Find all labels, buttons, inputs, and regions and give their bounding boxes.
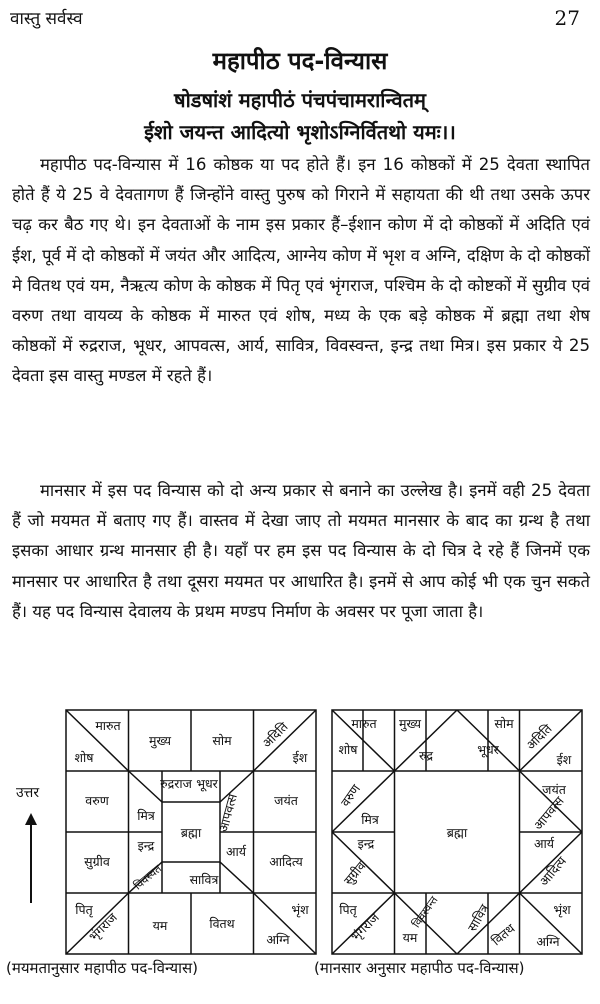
pada-vivasvanta: विवस्वन्त <box>409 893 441 931</box>
mayamata-grid <box>64 708 318 956</box>
pada-agni: अग्नि <box>536 934 560 949</box>
pada-shosha: शोष <box>338 742 358 757</box>
page-header <box>10 6 580 34</box>
pada-agni: अग्नि <box>266 932 290 947</box>
page-number: 27 <box>554 6 580 30</box>
pada-pitru: पितृ <box>339 902 357 917</box>
verse-line-1: षोडषांशं महापीठं पंचपंचामरान्वितम् <box>174 88 426 112</box>
pada-yama: यम <box>152 918 168 933</box>
pada-soma: सोम <box>494 716 514 731</box>
pada-aditi: अदिति <box>258 718 291 751</box>
pada-mitra: मित्र <box>361 812 379 827</box>
north-label: उत्तर <box>16 785 40 801</box>
pada-jayanta: जयंत <box>542 782 566 797</box>
pada-vitatha: वितथ <box>209 916 235 931</box>
pada-rudraraja: रुद्रराज <box>160 776 192 791</box>
pada-isha: ईश <box>556 752 572 767</box>
pada-rudra: रुद्र <box>418 748 434 763</box>
diagram-mayamata <box>64 708 318 960</box>
pada-vitatha: वितथ <box>488 920 518 949</box>
pada-apavatsa: आपवत्स <box>530 793 567 833</box>
pada-isha: ईश <box>292 750 308 765</box>
page-title: महापीठ पद-विन्यास <box>212 47 388 75</box>
pada-aditya: आदित्य <box>536 853 570 889</box>
pada-savitra: सावित्र <box>189 872 219 887</box>
pada-arya: आर्य <box>533 836 555 851</box>
verse-line-2: ईशो जयन्त आदित्यो भृशोऽग्निर्वितथो यमः।। <box>144 120 456 144</box>
pada-bhrisha: भृंश <box>291 902 309 917</box>
pada-varuna: वरुण <box>85 793 109 808</box>
pada-pitru: पितृ <box>75 902 93 917</box>
manasara-grid <box>330 708 584 956</box>
pada-maruta: मारुत <box>351 716 377 731</box>
paragraph-1: महापीठ पद-विन्यास में 16 कोष्ठक या पद होते हैं। इन 16 कोष्ठकों में 25 देवता स्थापित होते हैं ये 25 वे देवतागण हैं जिन्होंने वास्तु पुरुष को गिराने में सहायता की थी तथा उसके ऊपर चढ़ कर बैठ गए थे। इन देवताओं के नाम इस प्रकार हैं–ईशान कोण में दो कोष्ठकों में अदिति एवं ईश, पूर्व में दो कोष्ठकों में जयंत और आदित्य, आग्नेय कोण में भृश व अग्नि, दक्षिण के दो कोष्ठकों मे वितथ एवं यम, नैऋत्य कोण के कोष्ठक में पितृ एवं भृंगराज, पश्चिम के दो कोष्टकों में सुग्रीव एवं वरुण तथा वायव्य के कोष्ठक में मारुत एवं शोष, मध्य के एक बड़े कोष्ठक में ब्रह्मा तथा शेष कोष्ठकों में रुद्रराज, भूधर, आपवत्स, आर्य, सावित्र, विवस्वन्त, इन्द्र तथा मित्र। इस प्रकार ये 25 देवता इस वास्तु मण्डल में रहते हैं। <box>12 155 590 386</box>
pada-brahma: ब्रह्मा <box>446 825 468 840</box>
pada-bhringaraja: भृंगराज <box>347 909 382 944</box>
pada-sugriva: सुग्रीव <box>340 858 369 888</box>
pada-bhrisha: भृंश <box>553 902 571 917</box>
caption-mayamata: (मयमतानुसार महापीठ पद-विन्यास) <box>6 959 199 977</box>
pada-bhringaraja: भृंगराज <box>85 909 120 944</box>
pada-sugriva: सुग्रीव <box>84 854 110 869</box>
pada-bhudhara: भूधर <box>477 742 499 757</box>
pada-varuna: वरुण <box>337 781 364 810</box>
pada-brahma: ब्रह्मा <box>180 825 202 840</box>
pada-mukhya: मुख्य <box>398 716 422 731</box>
pada-jayanta: जयंत <box>274 793 298 808</box>
pada-yama: यम <box>402 930 418 945</box>
running-head: वास्तु सर्वस्व <box>10 9 83 29</box>
pada-indra: इन्द्र <box>357 836 375 851</box>
paragraph-2: मानसार में इस पद विन्यास को दो अन्य प्रकार से बनाने का उल्लेख है। इनमें वही 25 देवता हैं जो मयमत में बताए गए हैं। वास्तव में देखा जाए तो मयमत मानसार के बाद का ग्रन्थ है तथा इसका आधार ग्रन्थ मानसार ही है। यहाँ पर हम इस पद विन्यास के दो चित्र दे रहे हैं जिनमें एक मानसार पर आधारित है तथा दूसरा मयमत पर आधारित है। इनमें से आप कोई भी एक चुन सकते हैं। यह पद विन्यास देवालय के प्रथम मण्डप निर्माण के अवसर पर पूजा जाता है। <box>12 481 590 621</box>
pada-aditi: अदिति <box>522 720 555 753</box>
pada-soma: सोम <box>212 733 232 748</box>
pada-aditya: आदित्य <box>269 854 303 869</box>
pada-maruta: मारुत <box>95 718 121 733</box>
north-indicator <box>16 783 56 903</box>
pada-bhudhara: भूधर <box>196 776 218 791</box>
pada-indra: इन्द्र <box>137 838 155 853</box>
diagram-manasara <box>330 708 584 960</box>
pada-arya: आर्य <box>225 844 247 859</box>
north-arrow-icon <box>24 813 38 905</box>
pada-shosha: शोष <box>74 750 94 765</box>
pada-vivasvat: विवस्वत <box>131 862 165 893</box>
caption-manasara: (मानसार अनुसार महापीठ पद-विन्यास) <box>314 959 525 977</box>
pada-mitra: मित्र <box>137 808 155 823</box>
pada-mukhya: मुख्य <box>148 733 172 748</box>
pada-savitra: सावित्र <box>464 901 492 934</box>
pada-apavatsa: आपवत्स <box>215 792 240 834</box>
